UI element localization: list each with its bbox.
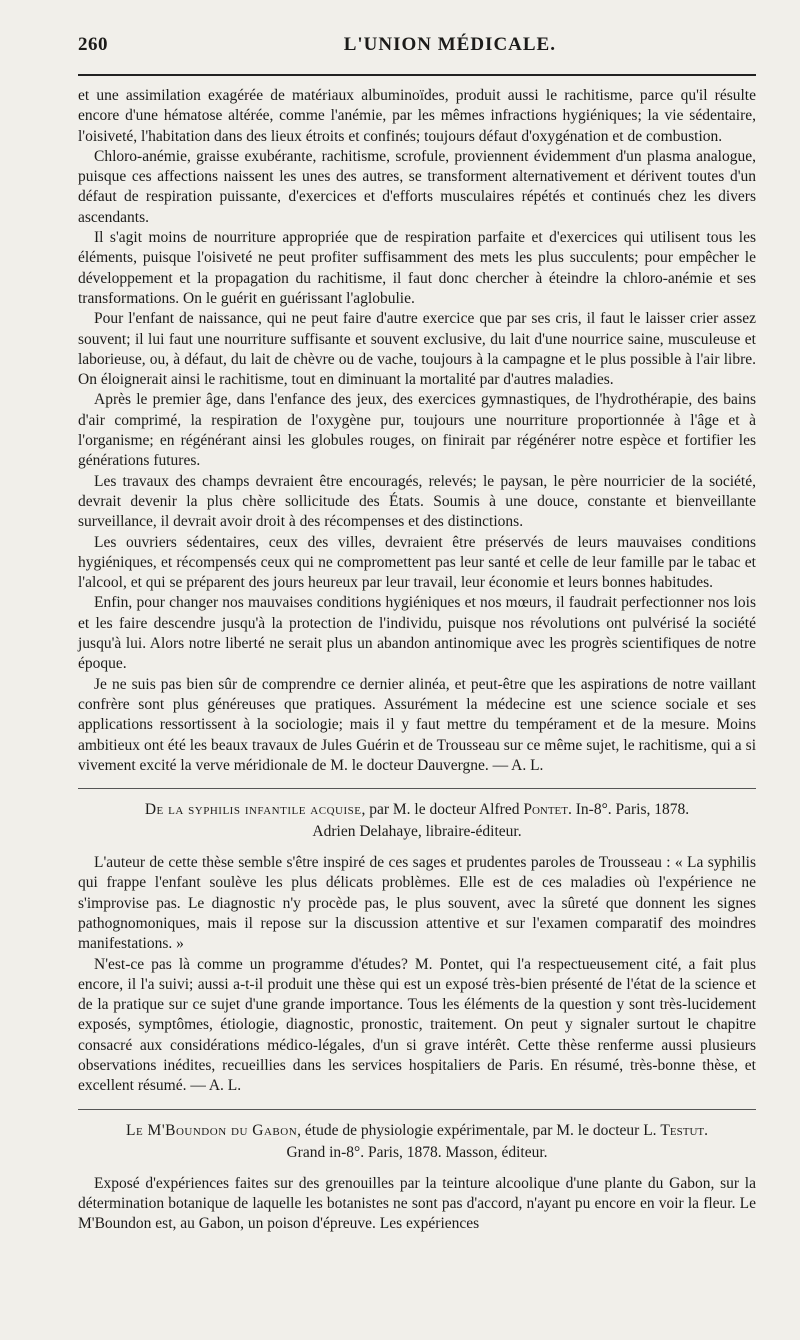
section-separator (78, 1109, 756, 1110)
review-publisher: Adrien Delahaye, libraire-éditeur. (312, 823, 522, 841)
review-syphilis (78, 799, 756, 1097)
paragraph: Pour l'enfant de naissance, qui ne peut faire d'autre exercice que par ses cris, il faut le laisser crier assez souvent; il lui faut une nourriture suffisante et souvent exclusive, du lait d'une nourrice saine, musculeuse et laborieuse, ou, à défaut, du lait de chèvre ou de vache, toujours à la campagne et le plus possible à l'air libre. On éloignerait ainsi le rachitisme, tout en diminuant la mortalité par d'autres maladies. (78, 310, 756, 389)
page-number: 260 (78, 34, 108, 55)
review-publisher: Grand in-8°. Paris, 1878. Masson, éditeur. (286, 1143, 548, 1161)
review-mboundon (78, 1120, 756, 1235)
review-rachitisme (78, 86, 756, 776)
paragraph: Exposé d'expériences faites sur des grenouilles par la teinture alcoolique d'une plante du Gabon, sur la détermination botanique de laquelle les botanistes ne sont pas d'accord, n'ayant pu encore en voir la fleur. Le M'Boundon est, au Gabon, un poison d'épreuve. Les expériences (78, 1174, 756, 1233)
review-author: Pontet (523, 801, 568, 819)
section-separator (78, 788, 756, 789)
review-title-by: , étude de physiologie expérimentale, par M. le docteur L. (297, 1121, 661, 1139)
paragraph: Il s'agit moins de nourriture appropriée que de respiration parfaite et d'exercices qui utilisent tous les éléments, puisque l'oisiveté ne peut profiter suffisamment des mets les plus succulents; pour empêcher le développement et la propagation du rachitisme, il faut donc chercher à éteindre la chloro-anémie et ses transformations. On le guérit en guérissant l'aglobulie. (78, 229, 756, 307)
paragraph: Enfin, pour changer nos mauvaises conditions hygiéniques et nos mœurs, il faudrait perfectionner nos lois et les faire descendre jusqu'à la protection de l'individu, puisque nos révolutions ont pulvérisé la société jusqu'à lui. Alors notre liberté ne serait plus un abandon antinomique avec les progrès scientifiques de notre époque. (78, 594, 756, 673)
paragraph: N'est-ce pas là comme un programme d'études? M. Pontet, qui l'a respectueusement cité, a fait plus encore, il l'a suivi; aussi a-t-il produit une thèse qui est un exposé très-bien présenté de l'état de la science et de la pratique sur ce sujet d'une grande importance. Tous les éléments de la question y sont très-lucidement exposés, symptômes, étiologie, diagnostic, pronostic, traitement. On peut y signaler surtout le chapitre consacré aux considérations médico-légales, d'un si grave intérêt. Cette thèse renferme aussi plusieurs observations inédites, recueillies dans les services hospitaliers de Paris. En résumé, très-bonne thèse, et excellent résumé. — A. L. (78, 955, 756, 1095)
paragraph: et une assimilation exagérée de matériaux albuminoïdes, produit aussi le rachitisme, parce qu'il résulte encore d'une hématose altérée, comme l'anémie, par les mêmes infractions hygiéniques; la vie sédentaire, l'oisiveté, l'habitation dans des lieux étroits et confinés; toujours défaut d'oxygénation et de combustion. (78, 87, 756, 145)
running-head (78, 34, 756, 56)
paragraph: Après le premier âge, dans l'enfance des jeux, des exercices gymnastiques, de l'hydrothérapie, des bains d'air comprimé, la respiration de l'oxygène pur, toujours une nourriture proportionnée à l'âge et à l'organisme; en régénérant ainsi les globules rouges, on finirait par régénérer notre espèce et fortifier les générations futures. (78, 391, 756, 470)
review-title-tail: . (704, 1121, 708, 1139)
header-rule (78, 74, 756, 76)
review-author: Testut (660, 1121, 705, 1139)
paragraph: Les travaux des champs devraient être encouragés, relevés; le paysan, le père nourricier de la société, devrait devenir la plus chère sollicitude des États. Soumis à une douce, constante et bienveillante surveillance, il devrait avoir droit à des récompenses et des distinctions. (78, 472, 756, 531)
review-title-by: , par M. le docteur Alfred (361, 801, 524, 819)
paragraph: Je ne suis pas bien sûr de comprendre ce dernier alinéa, et peut-être que les aspirations de notre vaillant confrère sont plus généreuses que pratiques. Assurément la médecine est une science sociale et ses applications ressortissent à la sociologie; mais il y faut mettre du tempérament et de la mesure. Moins ambitieux ont été les beaux travaux de Jules Guérin et de Trousseau sur ce même sujet, le rachitisme, qui a si vivement excité la verve méridionale de M. le docteur Dauvergne. — A. L. (78, 675, 756, 774)
review-title (78, 799, 756, 843)
review-title-subject: Le M'Boundon du Gabon (126, 1121, 298, 1139)
paragraph: Chloro-anémie, graisse exubérante, rachitisme, scrofule, proviennent évidemment d'un plasma analogue, puisque ces affections naissent les unes des autres, se transforment alternativement et dérivent toutes d'un défaut de respiration puissante, d'exercices et d'efforts musculaires répétés et continués chez les divers ascendants. (78, 147, 756, 226)
journal-title: L'UNION MÉDICALE. (343, 34, 556, 55)
review-title-subject: De la syphilis infantile acquise (144, 801, 362, 819)
review-title (78, 1120, 756, 1164)
paragraph: Les ouvriers sédentaires, ceux des villes, devraient être préservés de leurs mauvaises conditions hygiéniques, et récompensés ceux qui ne compromettent pas leur santé et celle de leur famille par le tabac et l'alcool, et qui se préparent des jours heureux par leur travail, leur économie et leurs bonnes habitudes. (78, 533, 756, 592)
paragraph: L'auteur de cette thèse semble s'être inspiré de ces sages et prudentes paroles de Trousseau : « La syphilis qui frappe l'enfant soulève les plus délicats problèmes. Elle est de ces maladies où l'expérience ne s'improvise pas. Le diagnostic n'y procède pas, le plus souvent, avec la sûreté que donnent les signes pathognomoniques, mais il repose sur la discussion attentive et sur l'examen comparatif des moindres manifestations. » (78, 854, 756, 953)
review-title-tail: . In-8°. Paris, 1878. (568, 801, 690, 819)
